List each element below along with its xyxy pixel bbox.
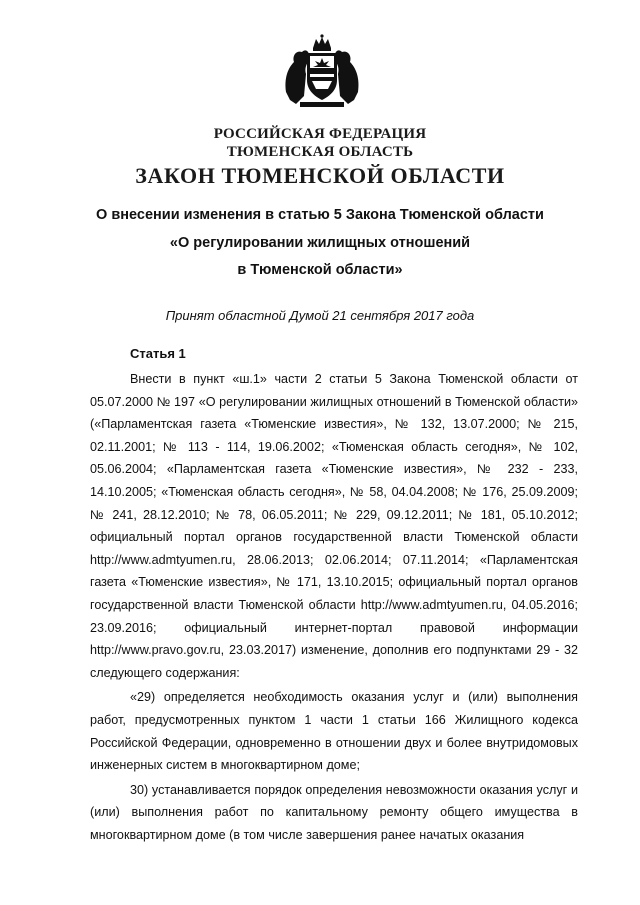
document-title-line-1: О внесении изменения в статью 5 Закона Тюменской области xyxy=(96,207,544,223)
paragraph-item-29: «29) определяется необходимость оказания услуг и (или) выполнения работ, предусмотренных пунктом 1 части 1 статьи 166 Жилищного кодекса Российской Федерации, одновременно в отношении двух и более внутридомовых инженерных систем в многоквартирном доме; xyxy=(90,690,578,773)
region-heading: ТЮМЕНСКАЯ ОБЛАСТЬ xyxy=(226,144,414,160)
document-title-line-3: в Тюменской области» xyxy=(237,262,403,278)
country-heading: РОССИЙСКАЯ ФЕДЕРАЦИЯ xyxy=(213,126,427,142)
document-title-line-2: «О регулировании жилищных отношений xyxy=(169,235,471,251)
law-title: ЗАКОН ТЮМЕНСКОЙ ОБЛАСТИ xyxy=(135,163,505,188)
article-heading: Статья 1 xyxy=(130,346,186,361)
article-body xyxy=(90,368,578,846)
adoption-date-note: Принят областной Думой 21 сентября 2017 года xyxy=(165,308,475,323)
paragraph-amendment: Внести в пункт «ш.1» части 2 статьи 5 Закона Тюменской области от 05.07.2000 № 197 «О регулировании жилищных отношений в Тюменской области» («Парламентская газета «Тюменские известия», № 132, 13.07.2000; № 215, 02.11.2001; № 113 - 114, 19.06.2002; «Тюменская область сегодня», № 102, 05.06.2004; «Парламентская газета «Тюменские известия», № 232 - 233, 14.10.2005; «Тюменская область сегодня», № 58, 04.04.2008; № 176, 25.09.2009; № 241, 28.12.2010; № 78, 06.05.2011; № 229, 09.12.2011; № 181, 05.10.2012; официальный портал органов государственной власти Тюменской области http://www.admtyumen.ru, 28.06.2013; 02.06.2014; 07.11.2014; «Парламентская газета «Тюменские известия», № 171, 13.10.2015; официальный портал органов государственной власти Тюменской области http://www.admtyumen.ru, 04.05.2016; 23.09.2016; официальный интернет-портал правовой информации http://www.pravo.gov.ru, 23.03.2017) изменение, дополнив его подпунктами 29 - 32 следующего содержания: xyxy=(90,372,578,680)
coat-of-arms-icon xyxy=(282,34,362,110)
paragraph-item-30: 30) устанавливается порядок определения невозможности оказания услуг и (или) выполнения работ по капитальному ремонту общего имущества в многоквартирном доме (в том числе завершения ранее начатых оказания xyxy=(90,782,578,842)
